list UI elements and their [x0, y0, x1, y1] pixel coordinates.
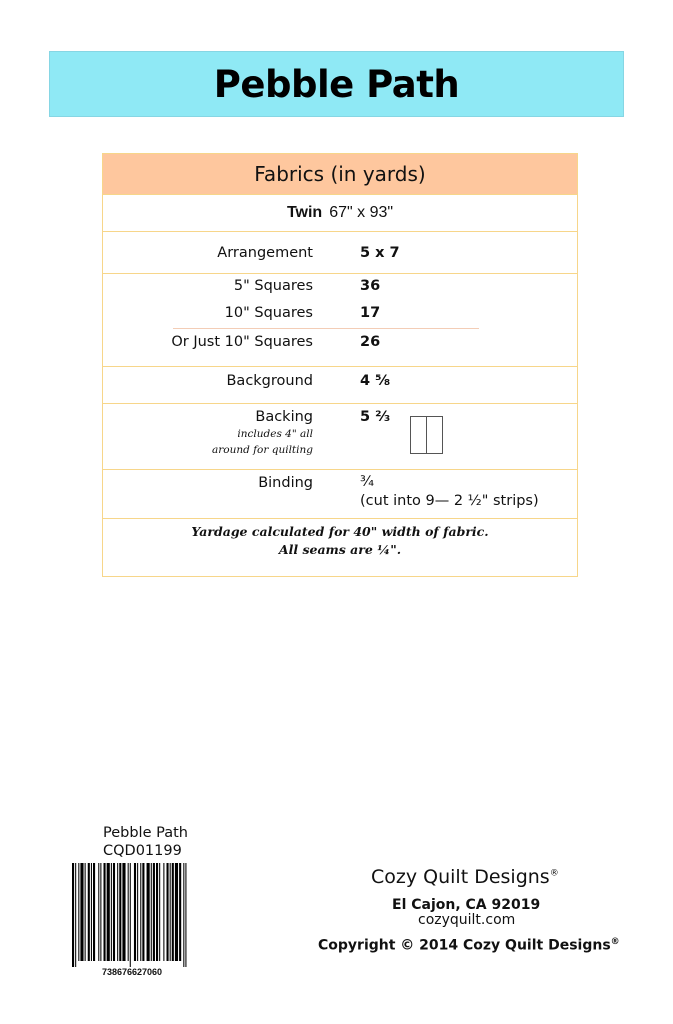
table-heading: Fabrics (in yards) — [103, 154, 577, 195]
barcode-bar — [107, 863, 110, 961]
barcode-bar — [78, 863, 79, 961]
backing-seam-line — [426, 417, 427, 453]
barcode-bar — [183, 863, 184, 967]
arrangement-row — [103, 232, 577, 274]
barcode-bar — [128, 863, 129, 961]
barcode-bar — [156, 863, 158, 961]
barcode-bar — [151, 863, 152, 961]
barcode-bar — [113, 863, 115, 961]
barcode-bar — [140, 863, 141, 961]
barcode-image — [70, 863, 223, 967]
yardage-note-line1: Yardage calculated for 40" width of fabric. — [191, 524, 489, 539]
backing-row — [103, 404, 577, 470]
fabric-table — [102, 153, 578, 577]
barcode-bar — [134, 863, 136, 961]
binding-value: ¾ — [360, 474, 375, 490]
backing-label: Backing — [255, 409, 313, 425]
barcode-bar — [111, 863, 112, 961]
squares-label-10: 10" Squares — [224, 305, 313, 321]
barcode-number: 738676627060 — [102, 967, 163, 977]
barcode-bar — [75, 863, 76, 967]
copyright-registered-mark: ® — [610, 937, 620, 947]
company-address: El Cajon, CA 92019 — [392, 897, 541, 913]
barcode-bar — [122, 863, 125, 961]
barcode-bar — [72, 863, 74, 967]
barcode-bar — [100, 863, 101, 961]
backing-note-line2: around for quilting — [211, 444, 313, 456]
squares-value-just-10: 26 — [360, 334, 381, 350]
size-dimensions: 67" x 93" — [329, 204, 394, 221]
arrangement-value: 5 x 7 — [360, 245, 400, 261]
background-row — [103, 367, 577, 404]
size-name: Twin — [286, 204, 323, 221]
squares-label-5: 5" Squares — [233, 278, 313, 294]
barcode-bar — [179, 863, 181, 961]
product-code: CQD01199 — [103, 843, 182, 859]
barcode-bar — [170, 863, 171, 961]
registered-mark: ® — [549, 868, 559, 879]
barcode-bar — [153, 863, 155, 961]
divider — [173, 328, 479, 329]
barcode-bar — [142, 863, 144, 961]
barcode-bar — [98, 863, 99, 961]
squares-row — [103, 274, 577, 367]
barcode-bar — [175, 863, 178, 961]
squares-value-5: 36 — [360, 278, 381, 294]
barcode-bar — [119, 863, 121, 961]
company-name — [371, 866, 559, 888]
copyright-notice — [318, 937, 620, 954]
barcode-bar — [185, 863, 186, 967]
product-name: Pebble Path — [103, 825, 188, 841]
barcode-bar — [85, 863, 86, 961]
company-name-text: Cozy Quilt Designs — [371, 866, 550, 888]
barcode-bar — [93, 863, 95, 961]
copyright-text: Copyright © 2014 Cozy Quilt Designs — [318, 937, 611, 954]
barcode-bar — [130, 863, 131, 967]
barcode-bar — [91, 863, 92, 961]
background-label: Background — [226, 373, 313, 389]
barcode-bar — [172, 863, 174, 961]
barcode-bar — [159, 863, 160, 961]
squares-label-just-10: Or Just 10" Squares — [171, 334, 313, 350]
binding-detail: (cut into 9— 2 ½" strips) — [360, 493, 539, 509]
barcode-bar — [88, 863, 90, 961]
size-row — [103, 195, 577, 232]
backing-diagram-icon — [410, 416, 443, 454]
barcode-bar — [147, 863, 150, 961]
yardage-note-line2: All seams are ¼". — [278, 542, 402, 557]
page-title: Pebble Path — [213, 62, 460, 106]
barcode-bar — [137, 863, 138, 961]
binding-row — [103, 470, 577, 519]
binding-label: Binding — [258, 475, 313, 491]
backing-note-line1: includes 4" all — [237, 428, 313, 440]
barcode-bar — [80, 863, 83, 961]
title-banner — [49, 51, 624, 117]
barcode-bar — [163, 863, 164, 961]
barcode-bar — [167, 863, 169, 961]
background-value: 4 ⅝ — [360, 373, 391, 389]
barcode-bar — [117, 863, 118, 961]
company-website: cozyquilt.com — [418, 912, 516, 928]
yardage-note — [103, 519, 577, 559]
backing-value: 5 ⅔ — [360, 409, 391, 425]
barcode-bar — [104, 863, 106, 961]
arrangement-label: Arrangement — [217, 245, 313, 261]
squares-value-10: 17 — [360, 305, 381, 321]
